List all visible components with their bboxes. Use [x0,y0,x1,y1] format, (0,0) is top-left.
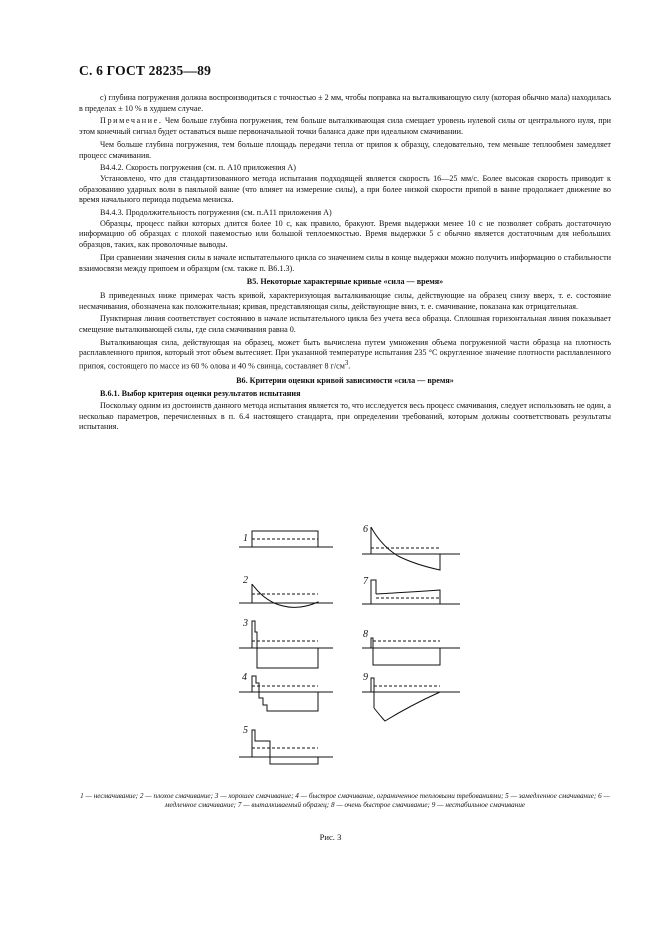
figure-caption: 1 — несмачивание; 2 — плохое смачивание; 3 — хорошее смачивание; 4 — быстрое смачивание, ограниченное тепловыми требованиями; 5 — замедленное смачивание; 6 — медленное смачивание; 7 — выталкиваемый образец; 8 — очень быстрое смачивание; 9 — нестабильное смачивание [80,792,610,810]
superscript-3: 3 [344,360,349,368]
curve-label-3: 3 [243,618,248,629]
curve-label-1: 1 [243,533,248,544]
page-header: С. 6 ГОСТ 28235—89 [79,63,212,78]
note-label: Примечание. [100,116,163,126]
section-b442: В4.4.2. Скорость погружения (см. п. А10 приложения А) [100,163,296,173]
curve-4-fast-wetting [239,672,333,711]
paragraph-compare: При сравнении значения силы в начале испытательного цикла со значением силы в конце выдержки можно получить информацию о стабильности взаимосвязи между припоем и образцом (см. также п. В6.1.3). [79,252,611,273]
paragraph-speed: Установлено, что для стандартизованного метода испытания подходящей является скорость 16—25 мм/с. Более высокая скорость приводит к образованию ударных волн в паяльной ванне (что влияет на измерение силы), а при более низкой скорости припой в ванне продолжает движение во время начального периода подъема мениска. [79,173,611,205]
curve-9-unstable-wetting [362,672,460,721]
curve-2-poor-wetting [239,575,333,607]
section-b5-heading: В5. Некоторые характерные кривые «сила — время» [246,277,444,287]
note-text: Чем больше глубина погружения, тем больше выталкивающая сила смещает уровень нулевой силы от центрального нуля, при этом конечный сигнал будет оставаться выше первоначальной точки баланса даже при идеальном смачивании. [79,116,611,137]
curve-label-5: 5 [243,725,248,736]
paragraph-duration: Образцы, процесс пайки которых длится более 10 с, как правило, бракуют. Время выдержки менее 10 с не позволяет собрать достаточную информацию об образцах с плохой паяемостью или большой теплоемкостью. Время выдержки 5 с обычно является достаточным для небольших образцов, таких, как проволочные выводы. [79,218,611,250]
buoyancy-text: Выталкивающая сила, действующая на образец, может быть вычислена путем умножения объема погруженной части образца на плотность расплавленного припоя, который этот объем вытесняет. При указанной температуре испытания 235 °С округленное значение плотности расплавленного припоя, состоящего по массе из 60 % олова и 40 % свинца, составляет 8 г/см [79,337,611,371]
curve-1-nonwetting [239,531,333,547]
buoyancy-end: . [348,361,351,371]
curve-3-good-wetting [239,618,333,668]
paragraph-dashed-line: Пунктирная линия соответствует состоянию в начале испытательного цикла без учета веса образца. Сплошная горизонтальная линия показывает смещение выталкивающей силы, где сила смачивания равна 0. [79,314,611,335]
curve-label-7: 7 [363,576,368,587]
curve-5-delayed-wetting [239,725,333,764]
curve-label-6: 6 [363,524,368,535]
curve-7-ejected-specimen [362,576,460,604]
paragraph-c: с) глубина погружения должна воспроизводиться с точностью ± 2 мм, чтобы поправка на выталкивающую силу (которая обычно мала) находилась в пределах ± 10 % в худшем случае. [79,93,611,113]
curve-label-2: 2 [243,575,248,586]
paragraph-criteria: Поскольку одним из достоинств данного метода испытания является то, что исследуется весь процесс смачивания, следует использовать не один, а несколько параметров, перечисленных в п. 6.4 настоящего стандарта, при определении требований, которым должны соответствовать результаты испытания. [79,401,611,432]
section-b443: В4.4.3. Продолжительность погружения (см. п.А11 приложения А) [100,208,332,218]
paragraph-depth: Чем больше глубина погружения, тем больше площадь передачи тепла от припоя к образцу, следовательно, тем меньше теплообмен замедляет процесс смачивания. [79,139,611,160]
curve-6-slow-wetting [362,524,460,570]
paragraph-examples: В приведенных ниже примерах часть кривой, характеризующая выталкивающие силы, действующие на образец снизу вверх, т. е. состояние несмачивания, обозначена как положительная; кривая, представляющая силы, действующие вниз, т. е. смачивание, показана как отрицательная. [79,290,611,311]
curve-label-4: 4 [242,672,247,683]
figure-title: Рис. 3 [319,832,342,842]
section-b61-heading: В.6.1. Выбор критерия оценки результатов испытания [100,389,301,399]
curve-label-8: 8 [363,629,368,640]
curve-label-9: 9 [363,672,368,683]
section-b6-heading: В6. Критерии оценки кривой зависимости «сила — время» [236,375,454,385]
curve-8-very-fast-wetting [362,629,460,665]
